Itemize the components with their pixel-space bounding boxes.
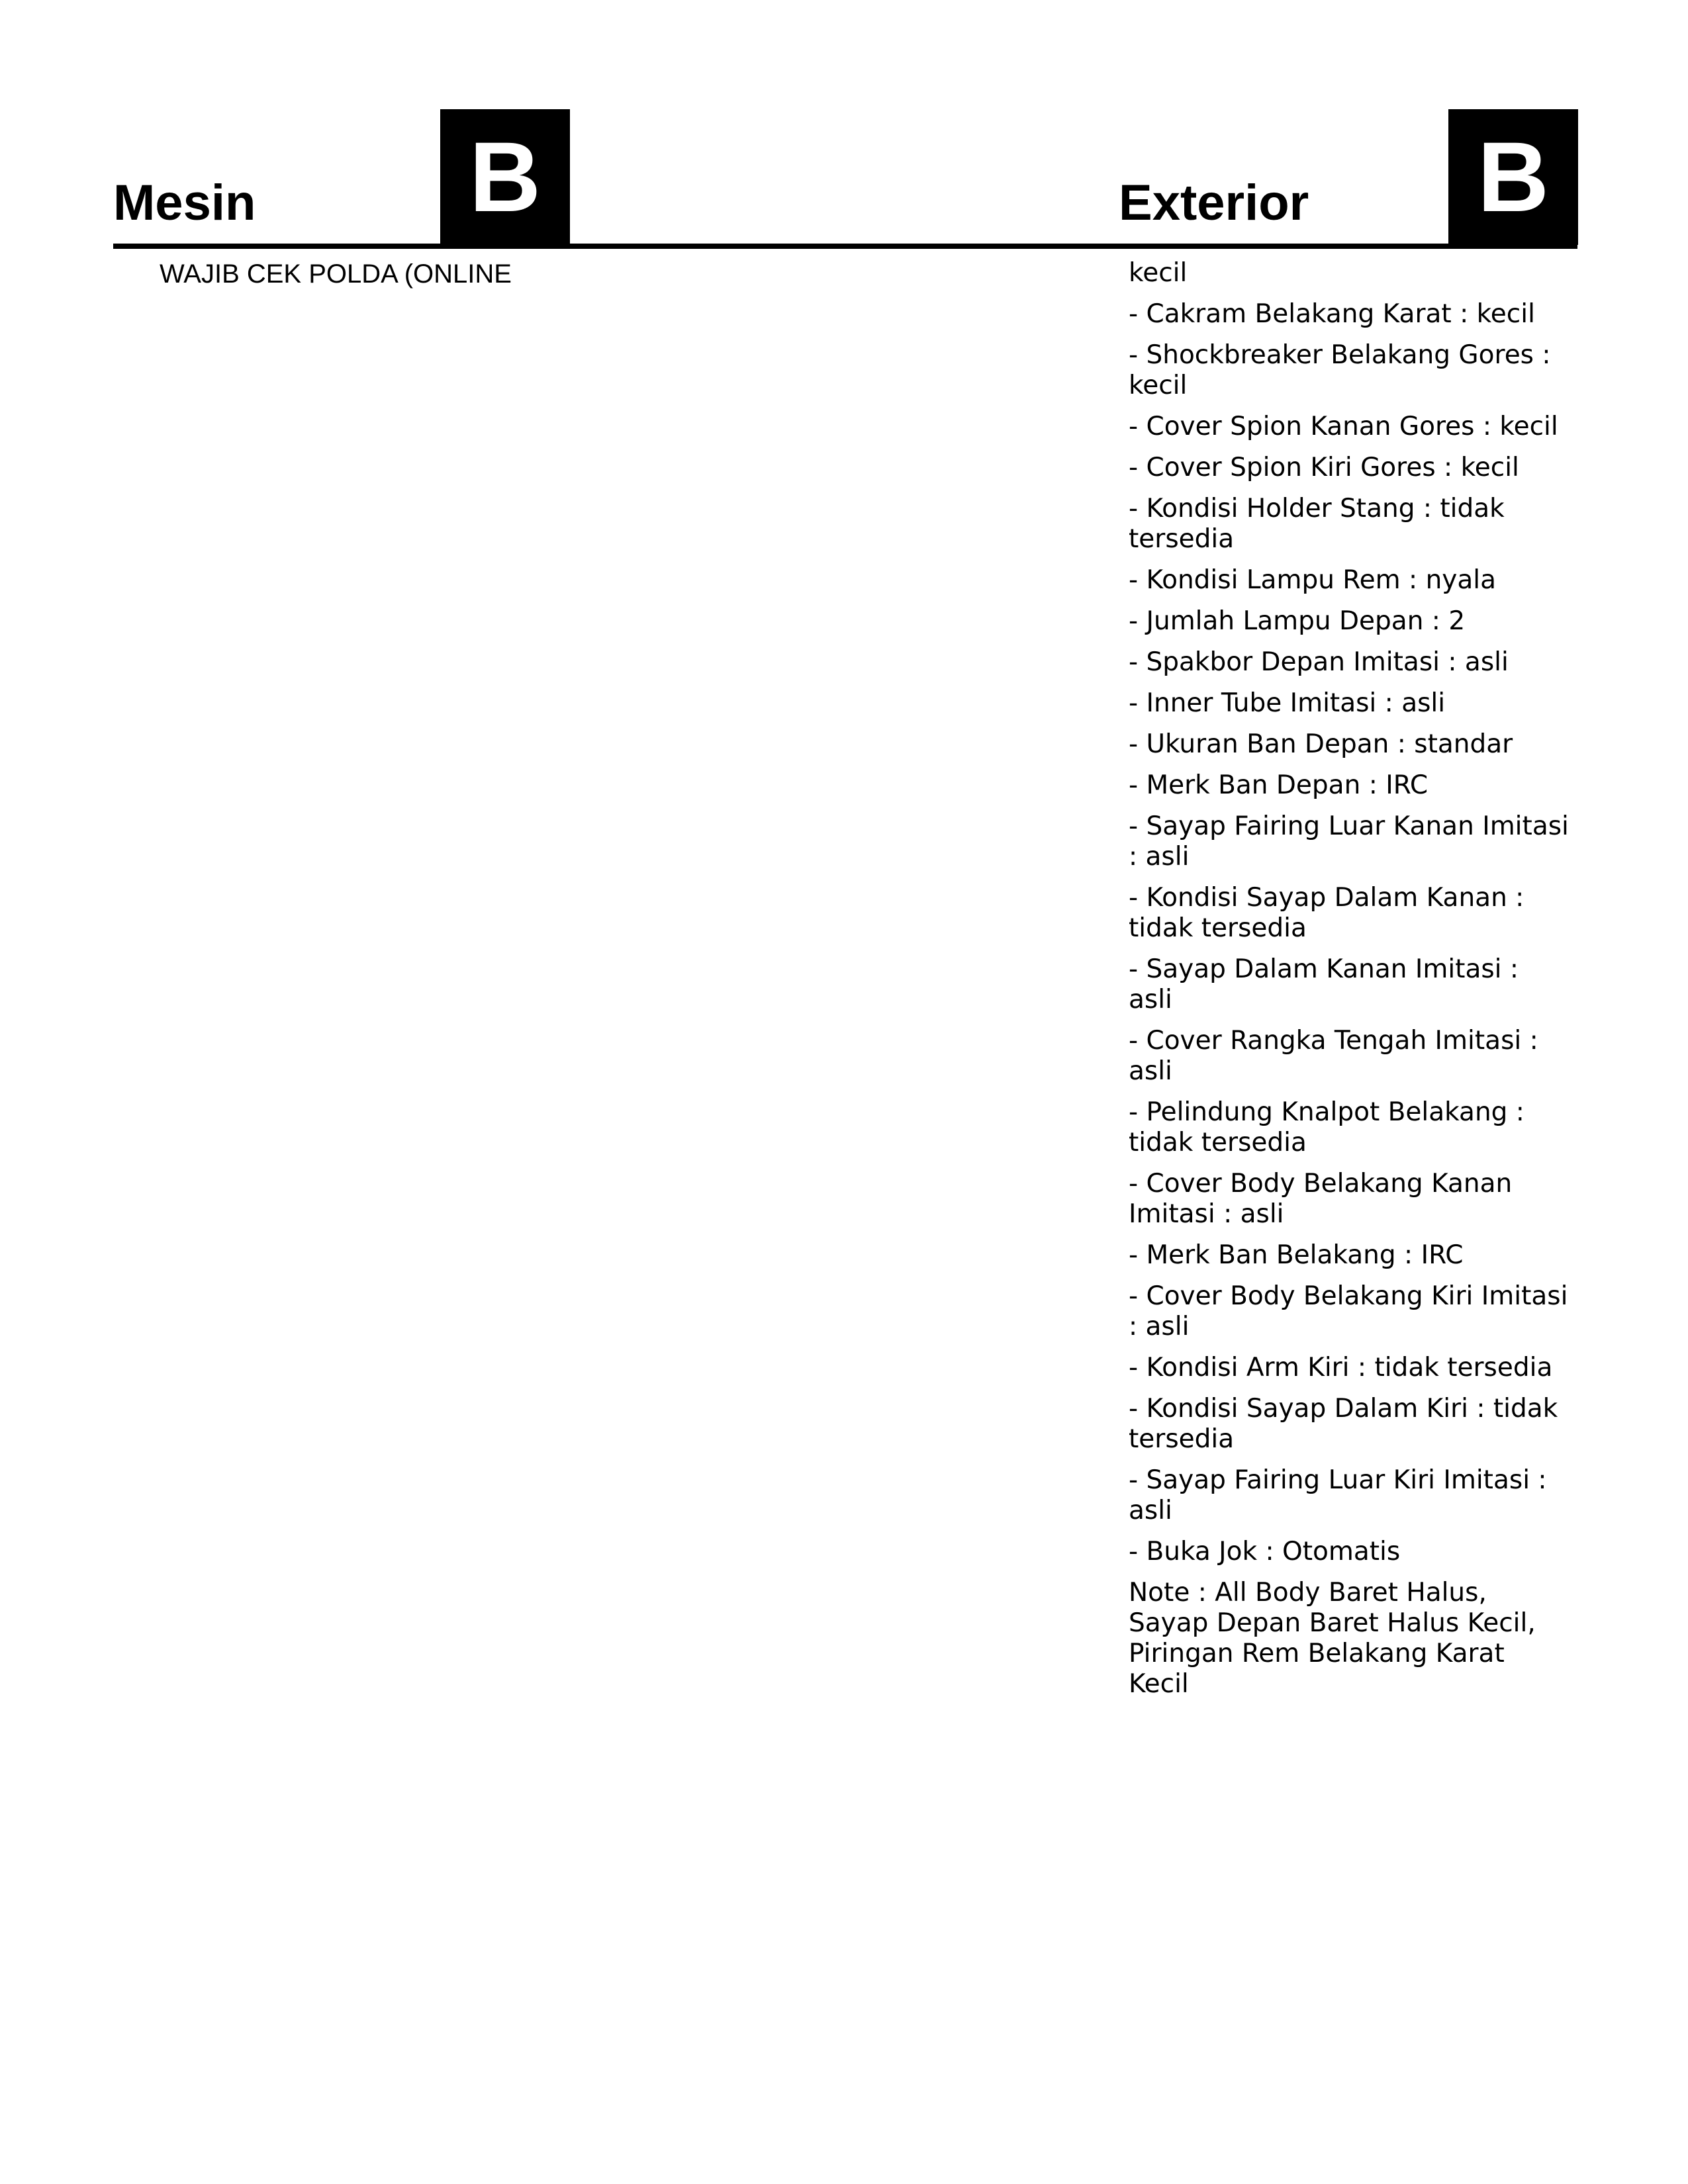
exterior-grade-badge: B [1448,109,1578,245]
exterior-note-item: - Kondisi Sayap Dalam Kanan : tidak tersedia [1129,883,1524,943]
exterior-note-item: - Inner Tube Imitasi : asli [1129,688,1446,718]
exterior-note-item: - Sayap Fairing Luar Kiri Imitasi : asli [1129,1465,1547,1525]
exterior-note-item: - Kondisi Lampu Rem : nyala [1129,565,1497,595]
exterior-note-item: - Buka Jok : Otomatis [1129,1537,1401,1567]
exterior-note-item: - Cover Body Belakang Kanan Imitasi : asli [1129,1169,1513,1229]
exterior-note-item: - Pelindung Knalpot Belakang : tidak tersedia [1129,1097,1524,1158]
mesin-note-item [122,258,983,290]
mesin-notes-list [122,258,983,290]
exterior-note-item: - Merk Ban Depan : IRC [1129,770,1429,800]
exterior-note-item: - Kondisi Sayap Dalam Kiri : tidak tersedia [1129,1394,1558,1454]
exterior-section-title: Exterior [1119,175,1309,231]
exterior-notes-list [1129,258,1569,1710]
mesin-grade-badge: B [440,109,570,245]
mesin-note-text: WAJIB CEK POLDA (ONLINE [160,259,512,289]
exterior-note-item: - Cover Body Belakang Kiri Imitasi : asli [1129,1281,1568,1342]
exterior-note-item: - Cover Spion Kiri Gores : kecil [1129,453,1519,482]
exterior-note-item: - Sayap Fairing Luar Kanan Imitasi : asli [1129,811,1569,872]
exterior-note-item: kecil [1129,258,1188,288]
exterior-note-item: - Spakbor Depan Imitasi : asli [1129,647,1509,677]
exterior-note-item: - Cover Rangka Tengah Imitasi : asli [1129,1026,1538,1086]
exterior-note-item: - Ukuran Ban Depan : standar [1129,729,1513,759]
exterior-note-item: - Kondisi Holder Stang : tidak tersedia [1129,494,1505,554]
exterior-note-item: - Kondisi Arm Kiri : tidak tersedia [1129,1353,1553,1383]
mesin-section-title: Mesin [113,175,256,231]
exterior-note-item: - Cakram Belakang Karat : kecil [1129,299,1535,329]
exterior-note-item: - Cover Spion Kanan Gores : kecil [1129,412,1558,441]
exterior-note-item: - Merk Ban Belakang : IRC [1129,1240,1464,1270]
exterior-note-item: - Sayap Dalam Kanan Imitasi : asli [1129,954,1519,1015]
exterior-note-item: - Jumlah Lampu Depan : 2 [1129,606,1466,636]
header-divider [113,244,1577,249]
exterior-note-item: Note : All Body Baret Halus, Sayap Depan Baret Halus Kecil, Piringan Rem Belakang Karat Kecil [1129,1578,1536,1699]
exterior-note-item: - Shockbreaker Belakang Gores : kecil [1129,340,1551,400]
